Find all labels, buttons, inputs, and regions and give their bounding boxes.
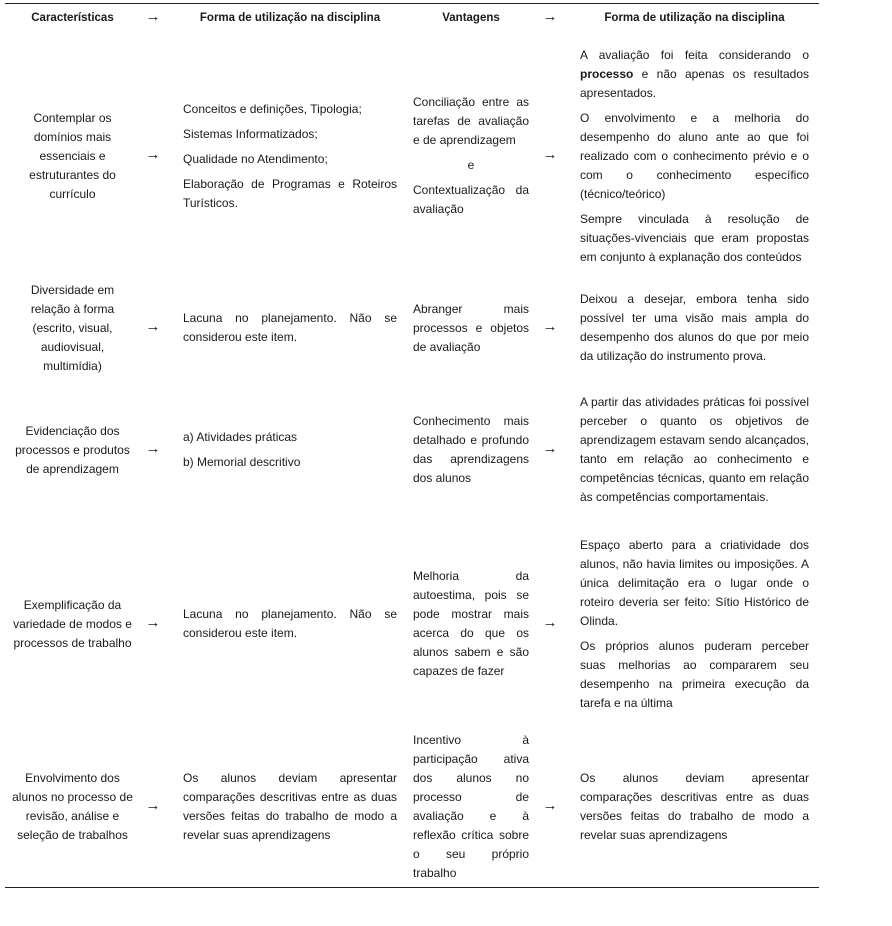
table-cell-c1 [10, 730, 135, 884]
table-cell-c3 [413, 730, 529, 884]
table-cell-c3 [413, 526, 529, 722]
cell-paragraph: Espaço aberto para a criatividade dos alunos, não havia limites ou imposições. A única delimitação era o lugar onde o roteiro deveria ser feito: Sítio Histórico de Olinda. [580, 537, 809, 628]
arrow-right-icon: → [542, 318, 558, 335]
header-arrow-icon: → [145, 8, 161, 25]
table-cell-c2 [183, 526, 397, 722]
table-cell-c1 [10, 40, 135, 272]
text: e não apenas os resultados apresentados. [580, 66, 809, 100]
cell-paragraph: b) Memorial descritivo [183, 455, 301, 469]
arrow-right-icon: → [145, 614, 161, 631]
table-cell-c2 [183, 730, 397, 884]
header-arrow-icon: → [542, 8, 558, 25]
table-cell-c2 [183, 40, 397, 272]
cell-paragraph: Conceitos e definições, Tipologia; [183, 101, 362, 116]
cell-paragraph: Qualidade no Atendimento; [183, 151, 328, 166]
cell-paragraph: Sistemas Informatizados; [183, 126, 318, 141]
cell-paragraph [580, 46, 809, 103]
cell-paragraph: Exemplificação da variedade de modos e processos de trabalho [13, 597, 132, 650]
cell-paragraph: Contemplar os domínios mais essenciais e estruturantes do currículo [29, 110, 116, 201]
header-caracteristicas: Características [31, 12, 114, 24]
table-cell-c3 [413, 280, 529, 376]
table-cell-c1 [10, 280, 135, 376]
cell-paragraph: e [467, 158, 475, 172]
cell-paragraph: Lacuna no planejamento. Não se considerou este item. [183, 311, 397, 344]
arrow-right-icon: → [542, 146, 558, 163]
table-cell-c4 [580, 384, 809, 516]
cell-paragraph: Melhoria da autoestima, pois se pode mostrar mais acerca do que os alunos sabem e são capazes de fazer [413, 569, 529, 678]
table-cell-c2 [183, 384, 397, 516]
cell-paragraph: a) Atividades práticas [183, 430, 298, 444]
arrow-right-icon: → [145, 146, 161, 163]
table-cell-c3 [413, 384, 529, 516]
table-cell-c4 [580, 526, 809, 722]
cell-paragraph: Incentivo à participação ativa dos alunos no processo de avaliação e à reflexão crítica sobre o seu próprio trabalho [413, 733, 529, 880]
arrow-right-icon: → [145, 318, 161, 335]
header-forma-utilizacao-1: Forma de utilização na disciplina [199, 12, 381, 24]
table-cell-c2 [183, 280, 397, 376]
table-cell-c3 [413, 40, 529, 272]
cell-paragraph: A partir das atividades práticas foi possível perceber o quanto os objetivos de aprendizagem estavam sendo alcançados, tanto em relação ao conhecimento e competências técnicas, quanto em relação às competências comportamentais. [580, 395, 809, 504]
cell-paragraph: Diversidade em relação à forma (escrito, visual, audiovisual, multimídia) [30, 282, 115, 373]
cell-paragraph: Sempre vinculada à resolução de situações-vivenciais que eram propostas em conjunto à explanação dos conteúdos [580, 211, 809, 264]
header-vantagens: Vantagens [442, 12, 500, 24]
arrow-right-icon: → [145, 440, 161, 457]
cell-paragraph: Conciliação entre as tarefas de avaliação e de aprendizagem [413, 95, 529, 147]
cell-paragraph: Os alunos deviam apresentar comparações descritivas entre as duas versões feitas do trabalho de modo a revelar suas aprendizagens [580, 771, 809, 842]
cell-paragraph: Contextualização da avaliação [413, 183, 529, 216]
table-cell-c4 [580, 40, 809, 272]
cell-paragraph: Abranger mais processos e objetos de avaliação [413, 301, 529, 354]
table-top-border [5, 3, 819, 4]
cell-paragraph: Conhecimento mais detalhado e profundo das aprendizagens dos alunos [413, 414, 529, 485]
cell-paragraph: Deixou a desejar, embora tenha sido possível ter uma visão mais ampla do desempenho dos alunos do que por meio da utilização do instrumento prova. [580, 292, 809, 363]
table-cell-c4 [580, 280, 809, 376]
arrow-right-icon: → [542, 797, 558, 814]
cell-paragraph: Elaboração de Programas e Roteiros Turísticos. [183, 176, 397, 210]
cell-paragraph: Os alunos deviam apresentar comparações descritivas entre as duas versões feitas do trabalho de modo a revelar suas aprendizagens [183, 771, 397, 842]
text: A avaliação foi feita considerando o [580, 47, 809, 62]
arrow-right-icon: → [145, 797, 161, 814]
cell-paragraph: O envolvimento e a melhoria do desempenho do aluno ante ao que foi realizado com o conhecimento prévio e o com o conhecimento específico (técnico/teórico) [580, 110, 809, 201]
table-cell-c1 [10, 526, 135, 722]
table-bottom-border [5, 887, 819, 888]
table-cell-c4 [580, 730, 809, 884]
cell-paragraph: Envolvimento dos alunos no processo de revisão, análise e seleção de trabalhos [12, 771, 133, 842]
arrow-right-icon: → [542, 614, 558, 631]
header-forma-utilizacao-2: Forma de utilização na disciplina [604, 12, 785, 24]
cell-paragraph: Evidenciação dos processos e produtos de aprendizagem [15, 423, 130, 476]
table-cell-c1 [10, 384, 135, 516]
cell-paragraph: Lacuna no planejamento. Não se considerou este item. [183, 607, 397, 640]
arrow-right-icon: → [542, 440, 558, 457]
bold-text: processo [580, 66, 634, 81]
cell-paragraph: Os próprios alunos puderam perceber suas melhorias ao compararem seu desempenho na primeira execução da tarefa e na última [580, 638, 809, 710]
